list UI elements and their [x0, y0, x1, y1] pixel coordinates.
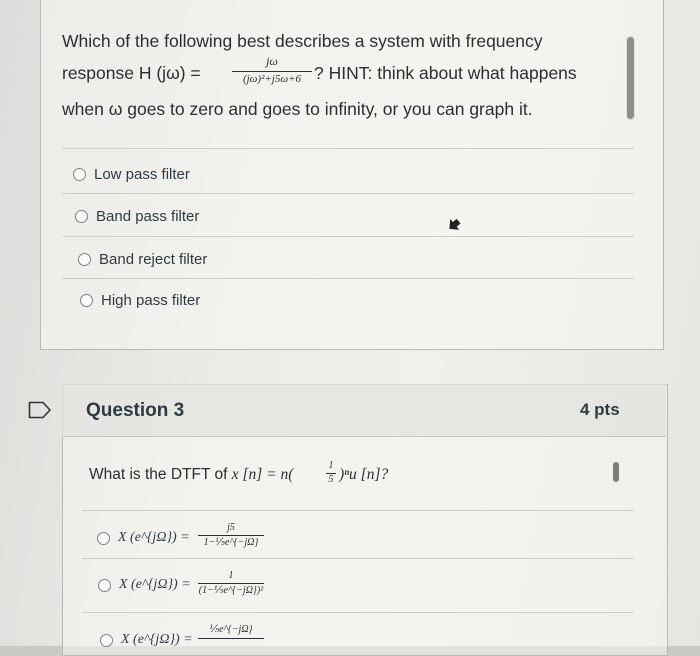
prompt-fraction-numerator: 1 [328, 460, 334, 471]
question-3-points: 4 pts [580, 400, 620, 419]
option-band-pass[interactable]: Band pass filter [75, 208, 199, 225]
dtft-option-1[interactable]: X (e^{jΩ}) = [97, 530, 190, 546]
fraction-denominator: (jω)²+j5ω+6 [242, 73, 302, 85]
radio-empty-icon[interactable] [98, 579, 111, 592]
divider [82, 558, 634, 559]
dtft-option-3-numerator: ⅕e^{−jΩ} [209, 624, 253, 635]
question-2-line-1: Which of the following best describes a system with frequency [62, 31, 543, 51]
radio-empty-icon[interactable] [78, 253, 91, 266]
question-2-line-2-suffix: ? HINT: think about what happens [314, 63, 577, 83]
fraction-bar [198, 583, 264, 584]
radio-empty-icon[interactable] [97, 532, 110, 545]
flag-icon[interactable] [28, 401, 52, 419]
dtft-option-2[interactable]: X (e^{jΩ}) = [98, 577, 191, 593]
scrollbar-thumb[interactable] [613, 462, 619, 482]
prompt-fraction-denominator: 5 [328, 474, 334, 485]
option-high-pass[interactable]: High pass filter [80, 292, 200, 309]
question-2-line-2-prefix: response H (jω) = [62, 63, 201, 83]
dtft-option-3[interactable]: X (e^{jΩ}) = [100, 632, 193, 648]
fraction-bar [198, 638, 264, 639]
question-2-line-3: when ω goes to zero and goes to infinity, or you can graph it. [62, 99, 533, 119]
option-band-reject[interactable]: Band reject filter [78, 251, 207, 268]
dtft-option-2-numerator: 1 [228, 570, 234, 581]
divider [62, 278, 634, 279]
question-3-prompt: What is the DTFT of x [n] = n( [89, 466, 294, 483]
dtft-option-2-denominator: (1−⅕e^{−jΩ})² [198, 585, 264, 596]
radio-empty-icon[interactable] [80, 294, 93, 307]
divider [62, 193, 634, 194]
dtft-option-1-numerator: j5 [227, 522, 235, 533]
fraction-bar [232, 71, 312, 72]
option-low-pass[interactable]: Low pass filter [73, 166, 190, 183]
dtft-option-1-denominator: 1−⅕e^{−jΩ} [203, 537, 259, 548]
mouse-cursor-icon [447, 216, 461, 234]
divider [82, 612, 634, 613]
radio-empty-icon[interactable] [75, 210, 88, 223]
question-3-prompt-suffix: )ⁿu [n]? [339, 466, 389, 483]
divider [62, 236, 634, 237]
radio-empty-icon[interactable] [73, 168, 86, 181]
question-3-title: Question 3 [86, 400, 185, 421]
fraction-numerator: jω [266, 54, 278, 68]
radio-empty-icon[interactable] [100, 634, 113, 647]
fraction-bar [198, 535, 264, 536]
divider [62, 148, 634, 149]
scrollbar-thumb[interactable] [626, 36, 635, 120]
divider [82, 510, 634, 511]
